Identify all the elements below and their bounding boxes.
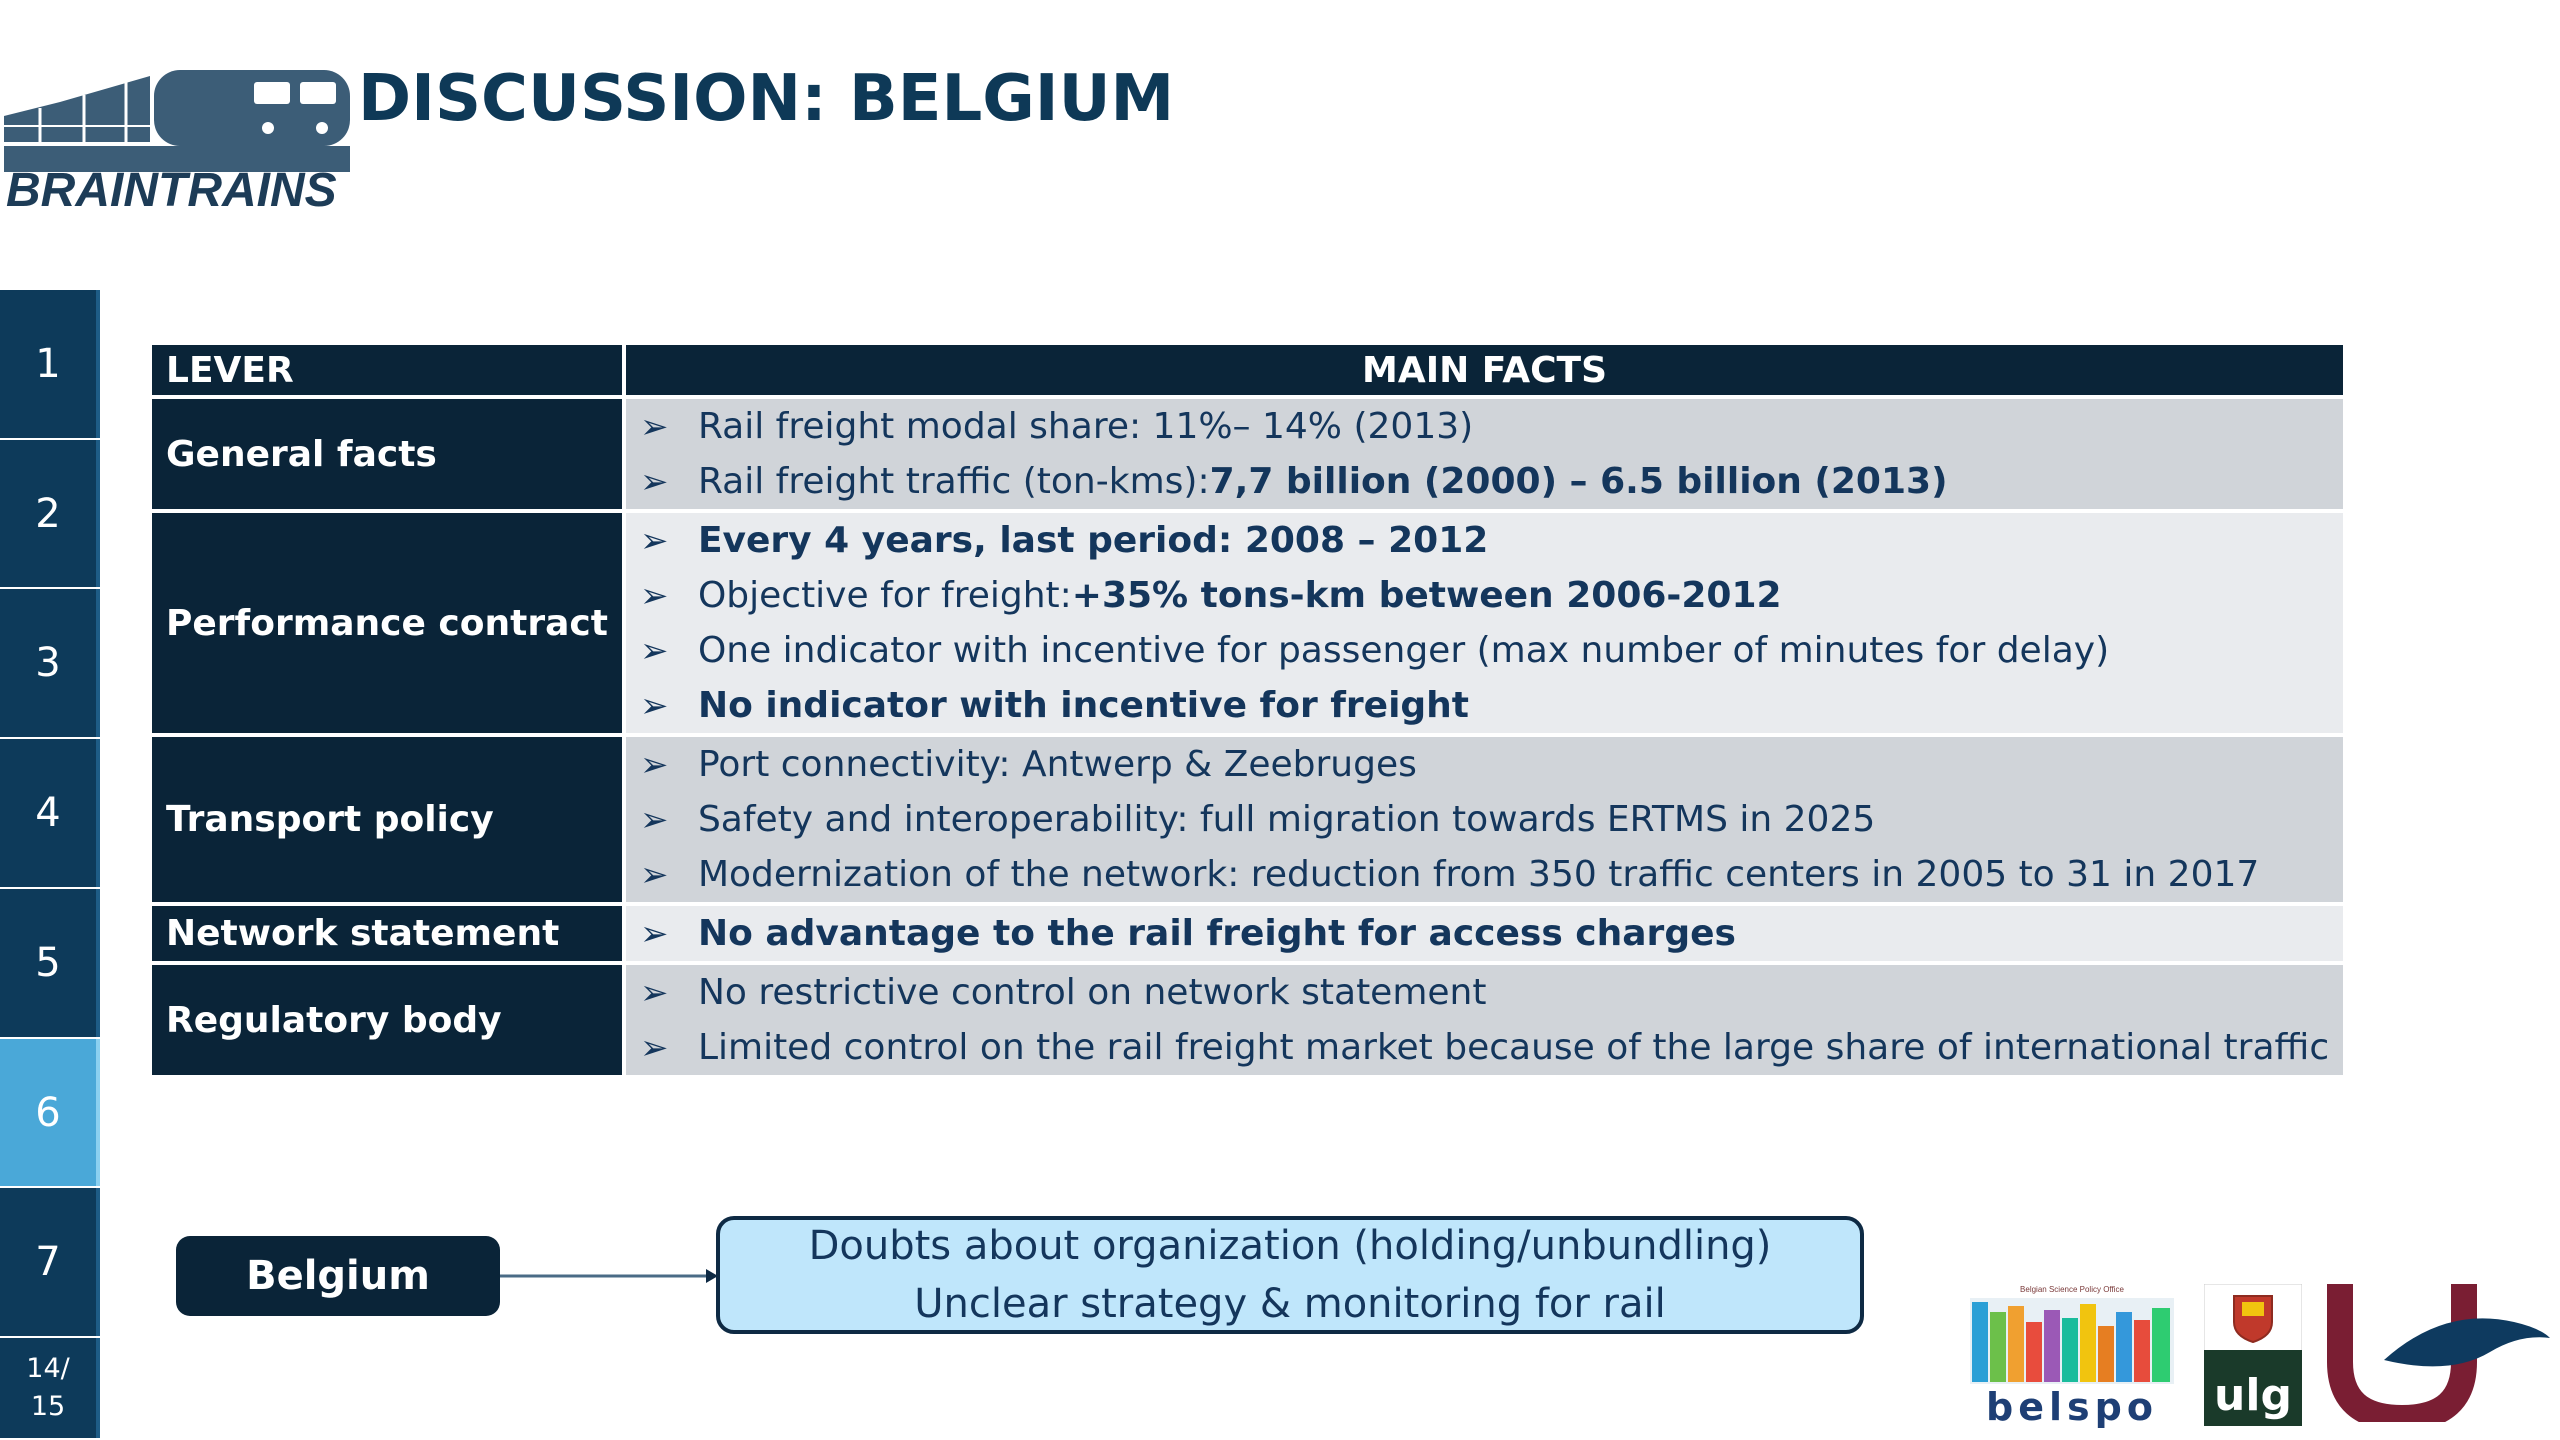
table-row	[152, 737, 2343, 902]
fact-emphasis: No indicator with incentive for freight	[697, 685, 1470, 726]
header-main-facts: MAIN FACTS	[626, 345, 2343, 395]
nav-item-2[interactable]: 2	[0, 440, 100, 588]
page-counter	[0, 1338, 100, 1438]
svg-text:BRAINTRAINS: BRAINTRAINS	[6, 164, 337, 210]
university-logo	[2324, 1280, 2554, 1422]
arrow-bullet-icon: ➢	[639, 575, 669, 616]
fact-item	[640, 792, 2329, 847]
svg-text:Belgian Science Policy Office: Belgian Science Policy Office	[2020, 1285, 2124, 1294]
summary-line-2: Unclear strategy & monitoring for rail	[914, 1281, 1666, 1327]
fact-text: One indicator with incentive for passenger (max number of minutes for delay)	[697, 630, 2110, 671]
fact-item	[640, 623, 2329, 678]
arrow-bullet-icon: ➢	[639, 630, 669, 671]
fact-text: Objective for freight:	[697, 575, 1072, 616]
fact-item	[640, 906, 2329, 961]
lever-cell: Transport policy	[152, 737, 626, 902]
fact-item	[640, 847, 2329, 902]
fact-text: Rail freight traffic (ton-kms):	[697, 461, 1210, 502]
fact-item	[640, 737, 2329, 792]
fact-emphasis: No advantage to the rail freight for access charges	[697, 913, 1736, 954]
fact-item	[640, 454, 2329, 509]
summary-line-1: Doubts about organization (holding/unbundling)	[808, 1223, 1772, 1269]
arrow-bullet-icon: ➢	[639, 1027, 669, 1068]
arrow-bullet-icon: ➢	[639, 799, 669, 840]
nav-item-7[interactable]: 7	[0, 1188, 100, 1336]
page-total: 15	[30, 1391, 66, 1423]
connector-arrow	[500, 1266, 720, 1286]
fact-item	[640, 513, 2329, 568]
arrow-bullet-icon: ➢	[639, 461, 669, 502]
page-title: DISCUSSION: BELGIUM	[358, 62, 1175, 136]
svg-text:belspo: belspo	[1986, 1385, 2158, 1428]
facts-cell	[626, 965, 2343, 1075]
arrow-bullet-icon: ➢	[639, 520, 669, 561]
fact-item	[640, 678, 2329, 733]
fact-emphasis: +35% tons-km between 2006-2012	[1071, 575, 1782, 616]
nav-item-5[interactable]: 5	[0, 889, 100, 1037]
table-row	[152, 399, 2343, 509]
arrow-bullet-icon: ➢	[639, 406, 669, 447]
nav-item-1[interactable]: 1	[0, 290, 100, 438]
arrow-bullet-icon: ➢	[639, 744, 669, 785]
braintrains-logo	[0, 30, 360, 210]
facts-cell	[626, 399, 2343, 509]
fact-text: Limited control on the rail freight market because of the large share of international traffic	[697, 1027, 2330, 1068]
belspo-logo	[1966, 1282, 2178, 1428]
ulg-logo	[2204, 1284, 2302, 1426]
arrow-bullet-icon: ➢	[639, 972, 669, 1013]
fact-text: Port connectivity: Antwerp & Zeebruges	[697, 744, 1417, 785]
lever-cell: Performance contract	[152, 513, 626, 733]
fact-item	[640, 1020, 2329, 1075]
levers-table	[152, 341, 2343, 1079]
lever-cell: Network statement	[152, 906, 626, 961]
summary-box	[716, 1216, 1864, 1334]
arrow-bullet-icon: ➢	[639, 854, 669, 895]
header-lever: LEVER	[152, 345, 626, 395]
nav-item-4[interactable]: 4	[0, 739, 100, 887]
fact-text: No restrictive control on network statement	[697, 972, 1487, 1013]
facts-cell	[626, 906, 2343, 961]
lever-cell: Regulatory body	[152, 965, 626, 1075]
svg-text:ulg: ulg	[2214, 1370, 2292, 1421]
fact-item	[640, 568, 2329, 623]
table-row	[152, 513, 2343, 733]
facts-cell	[626, 513, 2343, 733]
table-row	[152, 965, 2343, 1075]
fact-text: Modernization of the network: reduction from 350 traffic centers in 2005 to 31 in 2017	[697, 854, 2260, 895]
fact-item	[640, 399, 2329, 454]
nav-item-6[interactable]: 6	[0, 1039, 100, 1187]
table-header-row	[152, 345, 2343, 395]
page-current: 14/	[26, 1353, 70, 1385]
table-row	[152, 906, 2343, 961]
fact-text: Rail freight modal share: 11%– 14% (2013)	[697, 406, 1474, 447]
fact-text: Safety and interoperability: full migration towards ERTMS in 2025	[697, 799, 1876, 840]
country-label: Belgium	[176, 1236, 500, 1316]
arrow-bullet-icon: ➢	[639, 913, 669, 954]
side-navigation	[0, 290, 100, 1440]
arrow-bullet-icon: ➢	[639, 685, 669, 726]
fact-item	[640, 965, 2329, 1020]
facts-cell	[626, 737, 2343, 902]
lever-cell: General facts	[152, 399, 626, 509]
fact-emphasis: Every 4 years, last period: 2008 – 2012	[697, 520, 1489, 561]
fact-emphasis: 7,7 billion (2000) – 6.5 billion (2013)	[1209, 461, 1948, 502]
nav-item-3[interactable]: 3	[0, 589, 100, 737]
